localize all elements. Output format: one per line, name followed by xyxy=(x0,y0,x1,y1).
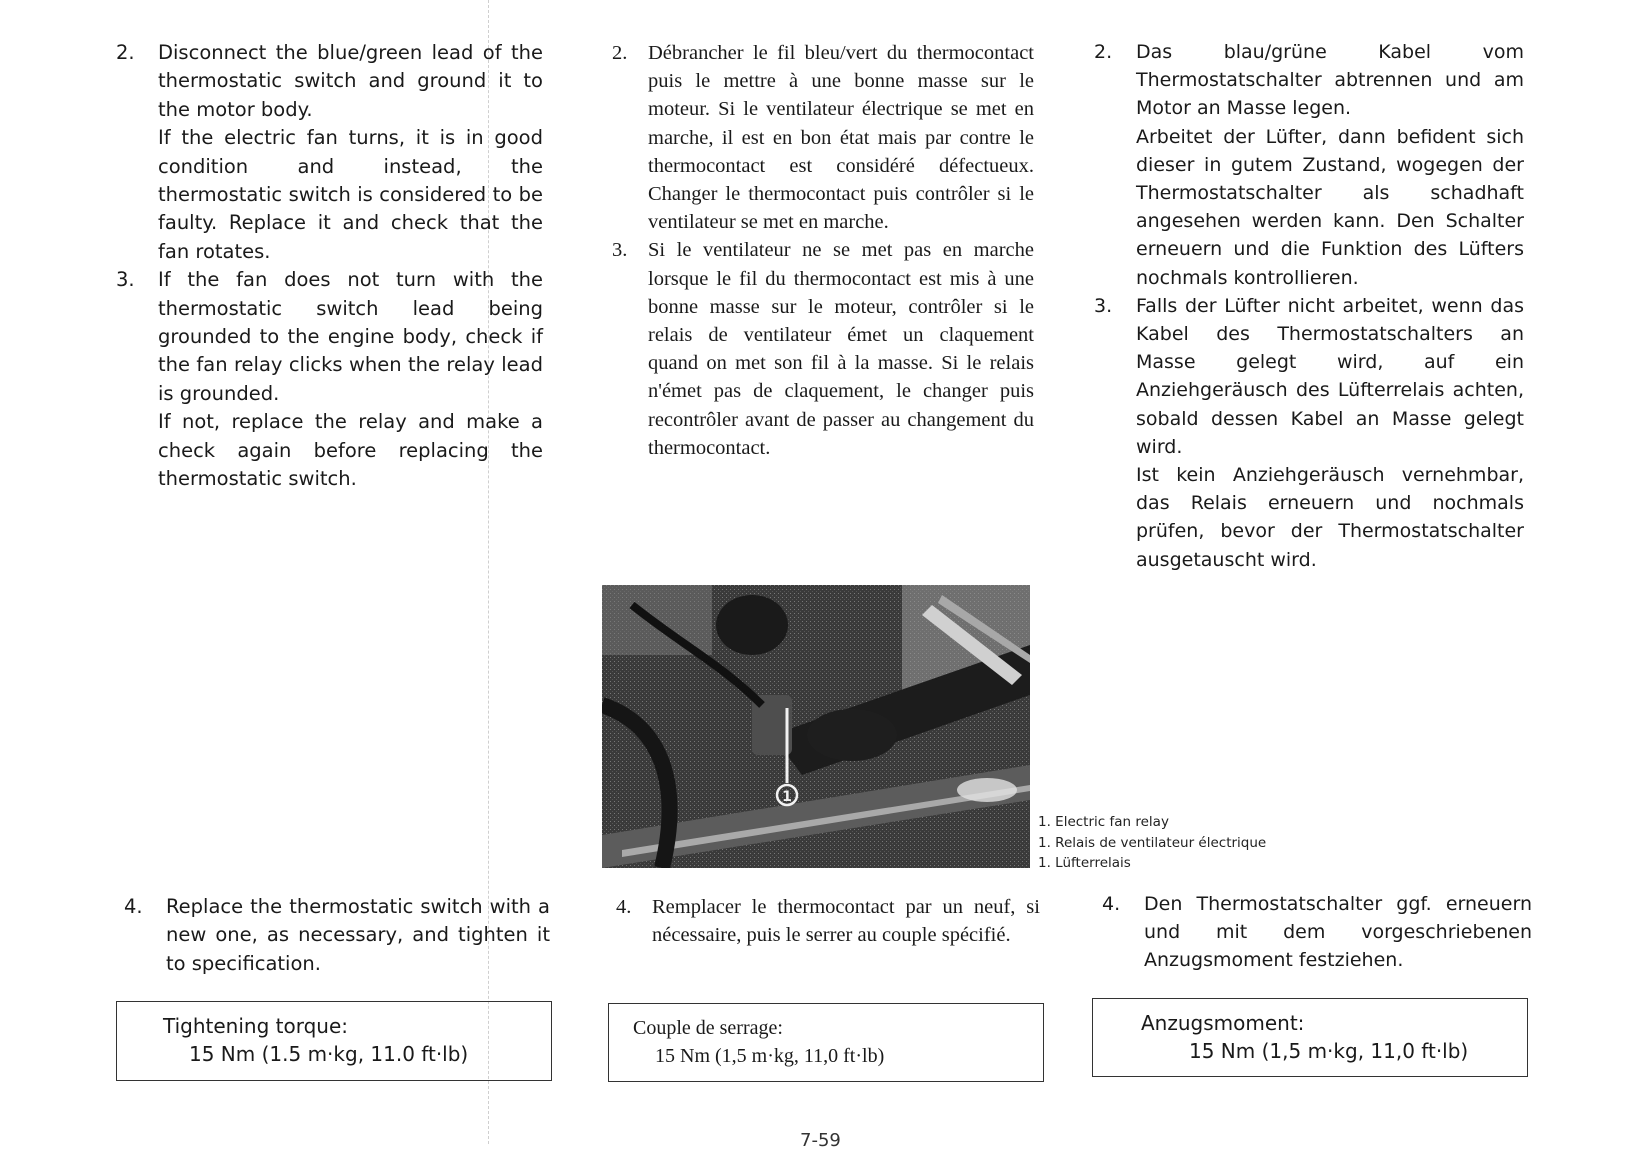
fr-step-4 xyxy=(616,893,1040,949)
de-step-4-block xyxy=(1102,890,1532,975)
torque-value: 15 Nm (1.5 m·kg, 11.0 ft·lb) xyxy=(189,1042,469,1066)
en-step-4-block xyxy=(124,893,550,978)
step-text: Den Thermostatschalter ggf. erneuern und mit dem vorgeschriebenen Anzugsmoment festziehen. xyxy=(1144,893,1532,972)
step-number: 3. xyxy=(1094,294,1113,317)
step-text: Remplacer le thermocontact par un neuf, si nécessaire, puis le serrer au couple spécifié. xyxy=(652,896,1040,947)
caption-en: 1. Electric fan relay xyxy=(1038,814,1169,830)
torque-label: Anzugsmoment: xyxy=(1141,1011,1305,1035)
step-text-continued: If not, replace the relay and make a check again before replacing the thermostatic switch. xyxy=(158,410,543,491)
step-text-continued: Ist kein Anziehgeräusch vernehmbar, das Relais erneuern und nochmals prüfen, bevor der Thermostatschalter ausgetauscht wird. xyxy=(1136,464,1524,571)
step-text: If the fan does not turn with the thermostatic switch lead being grounded to the engine body, check if the fan relay clicks when the relay lead is grounded. xyxy=(158,268,543,405)
step-text: Falls der Lüfter nicht arbeitet, wenn das Kabel des Thermostatschalters an Masse gelegt wird, auf ein Anziehgeräusch des Lüfterrelais achten, sobald dessen Kabel an Masse gelegt wird. xyxy=(1136,294,1524,458)
en-step-3 xyxy=(116,266,543,493)
torque-value: 15 Nm (1,5 m·kg, 11,0 ft·lb) xyxy=(655,1045,885,1067)
step-number: 2. xyxy=(116,41,135,64)
de-torque-box xyxy=(1092,998,1528,1077)
step-text-continued: If the electric fan turns, it is in good condition and instead, the thermostatic switch is considered to be faulty. Replace it and check that the fan rotates. xyxy=(158,126,543,263)
step-number: 2. xyxy=(612,42,628,64)
fr-torque-box xyxy=(608,1003,1044,1082)
step-number: 3. xyxy=(116,268,135,292)
step-number: 4. xyxy=(124,895,143,918)
step-number: 3. xyxy=(612,239,628,262)
german-column xyxy=(1094,38,1524,574)
page-number: 7-59 xyxy=(800,1130,841,1151)
en-step-4 xyxy=(124,893,550,978)
step-text: Replace the thermostatic switch with a new one, as necessary, and tighten it to specification. xyxy=(166,895,550,975)
de-step-2 xyxy=(1094,38,1524,292)
photo-callout-number: 1 xyxy=(782,789,792,805)
en-torque-box xyxy=(116,1001,552,1081)
step-text: Si le ventilateur ne se met pas en marche lorsque le fil du thermocontact est mis à une bonne masse sur le moteur, contrôler si le relais de ventilateur émet un claquement quand on met son fil à la masse. Si le relais n'émet pas de claquement, le changer puis recontrôler avant de passer au changement du thermocontact. xyxy=(648,239,1034,459)
step-text: Disconnect the blue/green lead of the thermostatic switch and ground it to the motor body. xyxy=(158,41,543,121)
step-number: 4. xyxy=(616,896,632,918)
photo-illustration xyxy=(602,585,1030,868)
step-text: Débrancher le fil bleu/vert du thermocontact puis le mettre à une bonne masse sur le moteur. Si le ventilateur électrique se met en marche, il est en bon état mais par contre le thermocontact est considéré défectueux. Changer le thermocontact puis contrôler si le ventilateur se met en marche. xyxy=(648,42,1034,234)
torque-label: Couple de serrage: xyxy=(633,1017,783,1039)
de-step-4 xyxy=(1102,890,1532,975)
fr-step-2 xyxy=(612,39,1034,236)
fan-relay-photo xyxy=(602,585,1030,868)
step-number: 2. xyxy=(1094,41,1113,63)
french-column xyxy=(612,39,1034,462)
step-number: 4. xyxy=(1102,893,1121,915)
english-column xyxy=(116,39,543,494)
caption-de: 1. Lüfterrelais xyxy=(1038,855,1131,871)
step-text-continued: Arbeitet der Lüfter, dann befident sich dieser in gutem Zustand, wogegen der Thermostatschalter als schadhaft angesehen werden kann. Den Schalter erneuern und die Funktion des Lüfters nochmals kontrollieren. xyxy=(1136,125,1524,289)
de-step-3 xyxy=(1094,292,1524,574)
en-step-2 xyxy=(116,39,543,266)
fr-step-4-block xyxy=(616,893,1040,949)
torque-label: Tightening torque: xyxy=(163,1014,348,1038)
step-text: Das blau/grüne Kabel vom Thermostatschalter abtrennen und am Motor an Masse legen. xyxy=(1136,41,1524,120)
caption-fr: 1. Relais de ventilateur électrique xyxy=(1038,834,1267,851)
fr-step-3 xyxy=(612,236,1034,462)
torque-value: 15 Nm (1,5 m·kg, 11,0 ft·lb) xyxy=(1189,1039,1469,1063)
photo-caption xyxy=(1038,812,1266,874)
